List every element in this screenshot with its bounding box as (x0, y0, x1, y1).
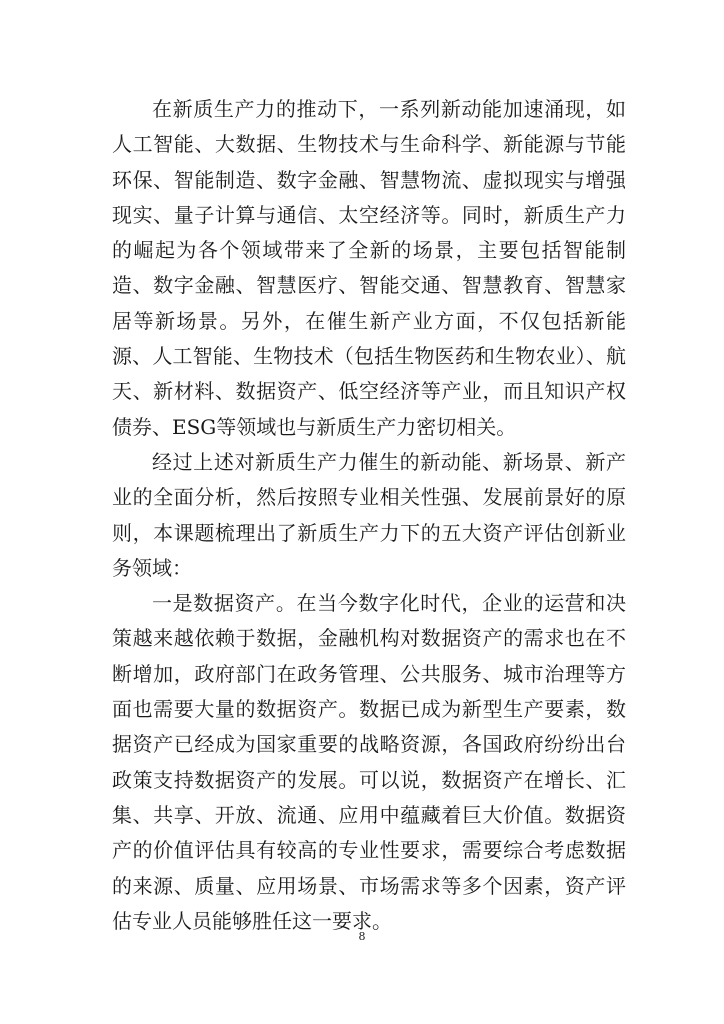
body-text (112, 92, 626, 939)
paragraph-analysis-summary: 经过上述对新质生产力催生的新动能、新场景、新产业的全面分析，然后按照专业相关性强、发展前景好的原则，本课题梳理出了新质生产力下的五大资产评估创新业务领域： (112, 449, 626, 580)
paragraph-data-assets: 一是数据资产。在当今数字化时代，企业的运营和决策越来越依赖于数据，金融机构对数据资产的需求也在不断增加，政府部门在政务管理、公共服务、城市治理等方面也需要大量的数据资产。数据已成为新型生产要素，数据资产已经成为国家重要的战略资源，各国政府纷纷出台政策支持数据资产的发展。可以说，数据资产在增长、汇集、共享、开放、流通、应用中蕴藏着巨大价值。数据资产的价值评估具有较高的专业性要求，需要综合考虑数据的来源、质量、应用场景、市场需求等多个因素，资产评估专业人员能够胜任这一要求。 (112, 591, 626, 933)
page-number: 8 (358, 930, 366, 943)
paragraph-new-drivers: 在新质生产力的推动下，一系列新动能加速涌现，如人工智能、大数据、生物技术与生命科学、新能源与节能环保、智能制造、数字金融、智慧物流、虚拟现实与增强现实、量子计算与通信、太空经济等。同时，新质生产力的崛起为各个领域带来了全新的场景，主要包括智能制造、数字金融、智慧医疗、智能交通、智慧教育、智慧家居等新场景。另外，在催生新产业方面，不仅包括新能源、人工智能、生物技术（包括生物医药和生物农业）、航天、新材料、数据资产、低空经济等产业，而且知识产权债券、ESG等领域也与新质生产力密切相关。 (112, 97, 626, 439)
